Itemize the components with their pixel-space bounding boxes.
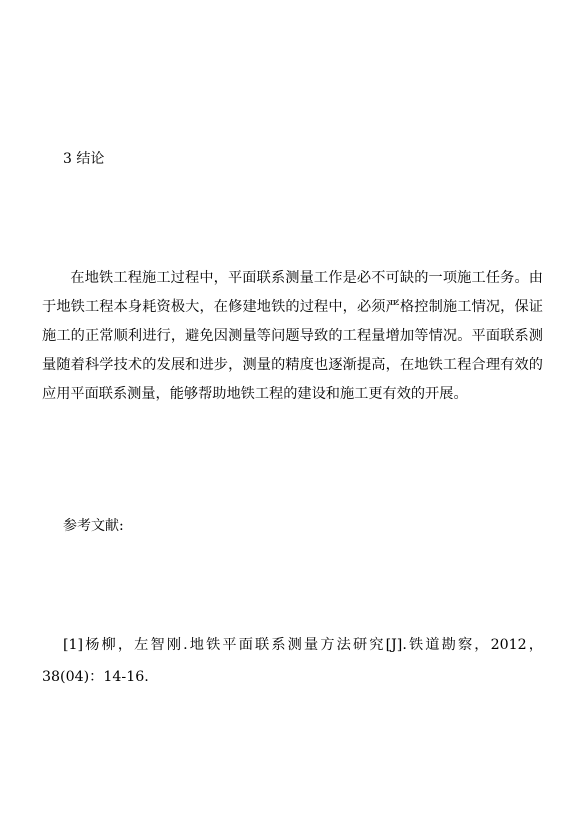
- section-heading: 3 结论: [63, 151, 105, 167]
- references-title: 参考文献:: [63, 518, 124, 534]
- reference-item: [1]杨柳，左智刚.地铁平面联系测量方法研究[J].铁道勘察，2012，38(04)：14-16.: [42, 637, 543, 685]
- conclusion-paragraph: 在地铁工程施工过程中，平面联系测量工作是必不可缺的一项施工任务。由于地铁工程本身耗资极大，在修建地铁的过程中，必须严格控制施工情况，保证施工的正常顺利进行，避免因测量等问题导致的工程量增加等情况。平面联系测量随着科学技术的发展和进步，测量的精度也逐渐提高，在地铁工程合理有效的应用平面联系测量，能够帮助地铁工程的建设和施工更有效的开展。: [42, 270, 543, 402]
